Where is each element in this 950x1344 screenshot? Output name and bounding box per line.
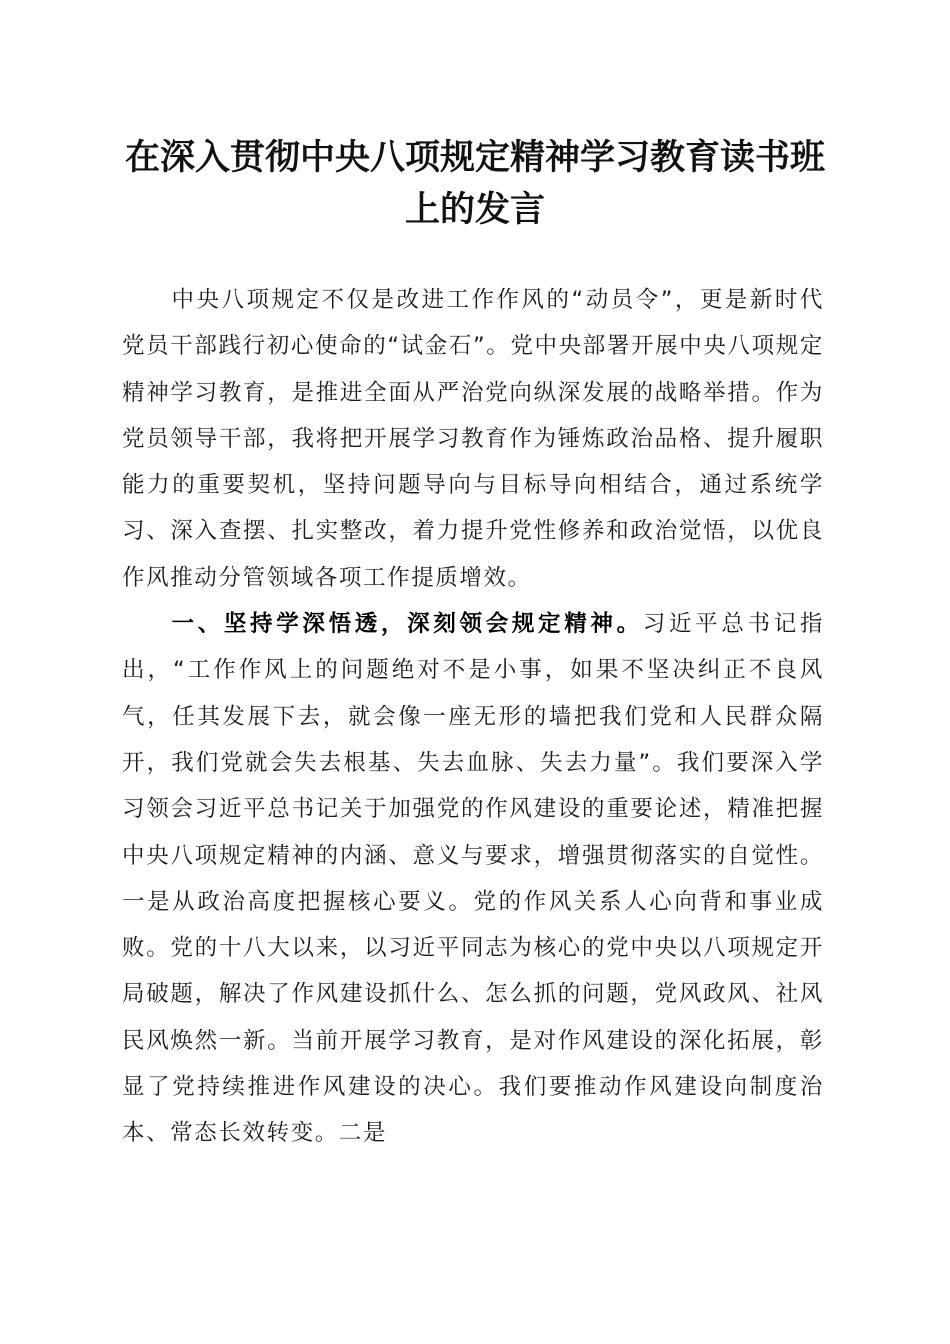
intro-paragraph: 中央八项规定不仅是改进工作作风的“动员令”，更是新时代党员干部践行初心使命的“试金石”。党中央部署开展中央八项规定精神学习教育，是推进全面从严治党向纵深发展的战略举措。作为党员领导干部，我将把开展学习教育作为锤炼政治品格、提升履职能力的重要契机，坚持问题导向与目标导向相结合，通过系统学习、深入查摆、扎实整改，着力提升党性修养和政治觉悟，以优良作风推动分管领域各项工作提质增效。 xyxy=(122,287,824,591)
document-title: 在深入贯彻中央八项规定精神学习教育读书班上的发言 xyxy=(124,137,825,230)
document-body xyxy=(122,277,824,1157)
section-one-paragraph xyxy=(122,601,824,1157)
section-one-text: 习近平总书记指出，“工作作风上的问题绝对不是小事，如果不坚决纠正不良风气，任其发展下去，就会像一座无形的墙把我们党和人民群众隔开，我们党就会失去根基、失去血脉、失去力量”。我们要深入学习领会习近平总书记关于加强党的作风建设的重要论述，精准把握中央八项规定精神的内涵、意义与要求，增强贯彻落实的自觉性。一是从政治高度把握核心要义。党的作风关系人心向背和事业成败。党的十八大以来，以习近平同志为核心的党中央以八项规定开局破题，解决了作风建设抓什么、怎么抓的问题，党风政风、社风民风焕然一新。当前开展学习教育，是对作风建设的深化拓展，彰显了党持续推进作风建设的决心。我们要推动作风建设向制度治本、常态长效转变。二是 xyxy=(122,611,824,1147)
section-one-heading: 一、坚持学深悟透，深刻领会规定精神。 xyxy=(171,611,643,638)
